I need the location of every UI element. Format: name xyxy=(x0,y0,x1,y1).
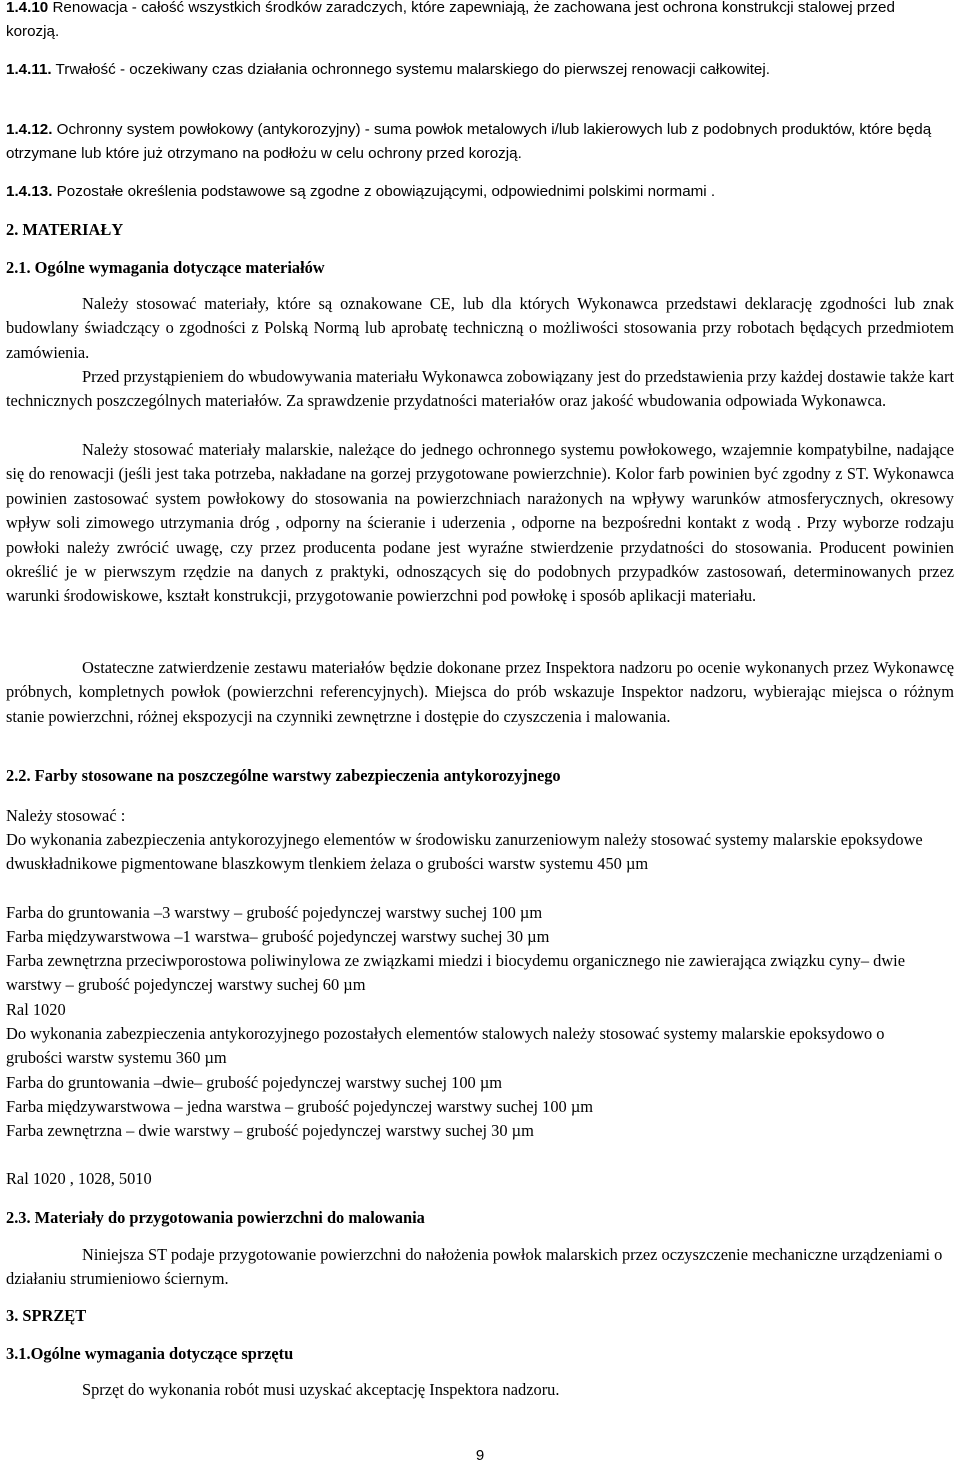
paint-line: Ral 1020 xyxy=(6,1000,66,1019)
paint-line: Farba zewnętrzna – dwie warstwy – grubość pojedynczej warstwy suchej 30 µm xyxy=(6,1121,534,1140)
paragraph-2-3: Niniejsza ST podaje przygotowanie powierzchni do nałożenia powłok malarskich przez oczyszczenie mechaniczne urządzeniami o działaniu strumieniowo ściernym. xyxy=(6,1245,943,1289)
section-1-4-10 xyxy=(6,0,906,44)
paint-line: Farba międzywarstwowa –1 warstwa– grubość pojedynczej warstwy suchej 30 µm xyxy=(6,927,550,946)
heading-2-3: 2.3. Materiały do przygotowania powierzchni do malowania xyxy=(6,1208,425,1227)
page-number: 9 xyxy=(475,1447,485,1464)
paint-line: Do wykonania zabezpieczenia antykorozyjnego pozostałych elementów stalowych należy stosować systemy malarskie epoksydowo o grubości warstw systemu 360 µm xyxy=(6,1024,885,1068)
paragraph-2-1-d: Ostateczne zatwierdzenie zestawu materiałów będzie dokonane przez Inspektora nadzoru po ocenie wykonanych przez Wykonawcę próbnych, kompletnych powłok (powierzchni referencyjnych). Miejsca do prób wskazuje Inspektor nadzoru, wybierając miejsca o różnym stanie powierzchni, różnej ekspozycji na czynniki zewnętrzne i dostępie do czyszczenia i malowania. xyxy=(6,658,954,726)
heading-equipment: 3. SPRZĘT xyxy=(6,1306,87,1325)
section-number: 1.4.10 xyxy=(6,0,49,16)
paragraph-2-1-b: Przed przystąpieniem do wbudowywania materiału Wykonawca zobowiązany jest do przedstawienia przy każdej dostawie także kart technicznych poszczególnych materiałów. Za sprawdzenie przydatności materiałów oraz jakość wbudowania odpowiada Wykonawca. xyxy=(6,367,954,411)
paragraph-2-1-a: Należy stosować materiały, które są oznakowane CE, lub dla których Wykonawca przedstawi deklarację zgodności lub znak budowlany świadczący o zgodności z Polską Normą lub aprobatę techniczną o możliwości stosowania przy robotach będących przedmiotem zamówienia. xyxy=(6,294,954,362)
paint-line: Ral 1020 , 1028, 5010 xyxy=(6,1169,152,1188)
paint-line: Farba do gruntowania –dwie– grubość pojedynczej warstwy suchej 100 µm xyxy=(6,1073,503,1092)
section-1-4-12 xyxy=(6,118,951,166)
paragraph-3-1: Sprzęt do wykonania robót musi uzyskać akceptację Inspektora nadzoru. xyxy=(82,1380,560,1399)
section-1-4-11 xyxy=(6,58,906,82)
heading-2-2: 2.2. Farby stosowane na poszczególne warstwy zabezpieczenia antykorozyjnego xyxy=(6,766,561,785)
section-1-4-13 xyxy=(6,180,951,204)
section-number: 1.4.11. xyxy=(6,61,52,78)
heading-materials: 2. MATERIAŁY xyxy=(6,220,124,239)
section-number: 1.4.13. xyxy=(6,183,53,200)
paint-line: Farba zewnętrzna przeciwporostowa poliwinylowa ze związkami miedzi i biocydemu organicznego nie zawierająca związku cyny– dwie warstwy – grubość pojedynczej warstwy suchej 60 µm xyxy=(6,951,905,995)
paint-line: Do wykonania zabezpieczenia antykorozyjnego elementów w środowisku zanurzeniowym należy stosować systemy malarskie epoksydowe dwuskładnikowe pigmentowane blaszkowym tlenkiem żelaza o grubości warstw systemu 450 µm xyxy=(6,830,923,874)
paint-line: Należy stosować : xyxy=(6,806,126,825)
section-text: Renowacja - całość wszystkich środków zaradczych, które zapewniają, że zachowana jest ochrona konstrukcji stalowej przed korozją. xyxy=(6,0,895,40)
paint-line: Farba międzywarstwowa – jedna warstwa – grubość pojedynczej warstwy suchej 100 µm xyxy=(6,1097,594,1116)
paragraph-2-1-c: Należy stosować materiały malarskie, należące do jednego ochronnego systemu powłokowego, wzajemnie kompatybilne, nadające się do renowacji (jeśli jest taka potrzeba, nakładane na gorzej przygotowane powierzchnie). Kolor farb powinien być zgodny z ST. Wykonawca powinien zastosować system powłokowy do stosowania na powierzchniach narażonych na wpływy warunków atmosferycznych, okresowy wpływ soli zimowego utrzymania dróg , odporny na ścieranie i uderzenia , odporne na bezpośredni kontakt z wodą . Przy wyborze rodzaju powłoki należy zwrócić uwagę, czy przez producenta podane jest wyraźne stwierdzenie przydatności do stosowania. Producent powinien określić je w pierwszym rzędzie na danych z praktyki, odnoszących się do podobnych przypadków zastosowań, determinowanych przez warunki środowiskowe, kształt konstrukcji, przygotowanie powierzchni pod powłokę i sposób aplikacji materiału. xyxy=(6,440,954,606)
section-text: Trwałość - oczekiwany czas działania ochronnego systemu malarskiego do pierwszej renowacji całkowitej. xyxy=(51,61,770,78)
section-text: Ochronny system powłokowy (antykorozyjny) - suma powłok metalowych i/lub lakierowych lub z podobnych produktów, które będą otrzymane lub które już otrzymano na podłożu w celu ochrony przed korozją. xyxy=(6,121,932,162)
section-text: Pozostałe określenia podstawowe są zgodne z obowiązującymi, odpowiednimi polskimi normami . xyxy=(52,183,716,200)
paint-line: Farba do gruntowania –3 warstwy – grubość pojedynczej warstwy suchej 100 µm xyxy=(6,903,543,922)
section-number: 1.4.12. xyxy=(6,121,53,138)
heading-3-1: 3.1.Ogólne wymagania dotyczące sprzętu xyxy=(6,1344,294,1363)
heading-2-1: 2.1. Ogólne wymagania dotyczące materiałów xyxy=(6,258,325,277)
